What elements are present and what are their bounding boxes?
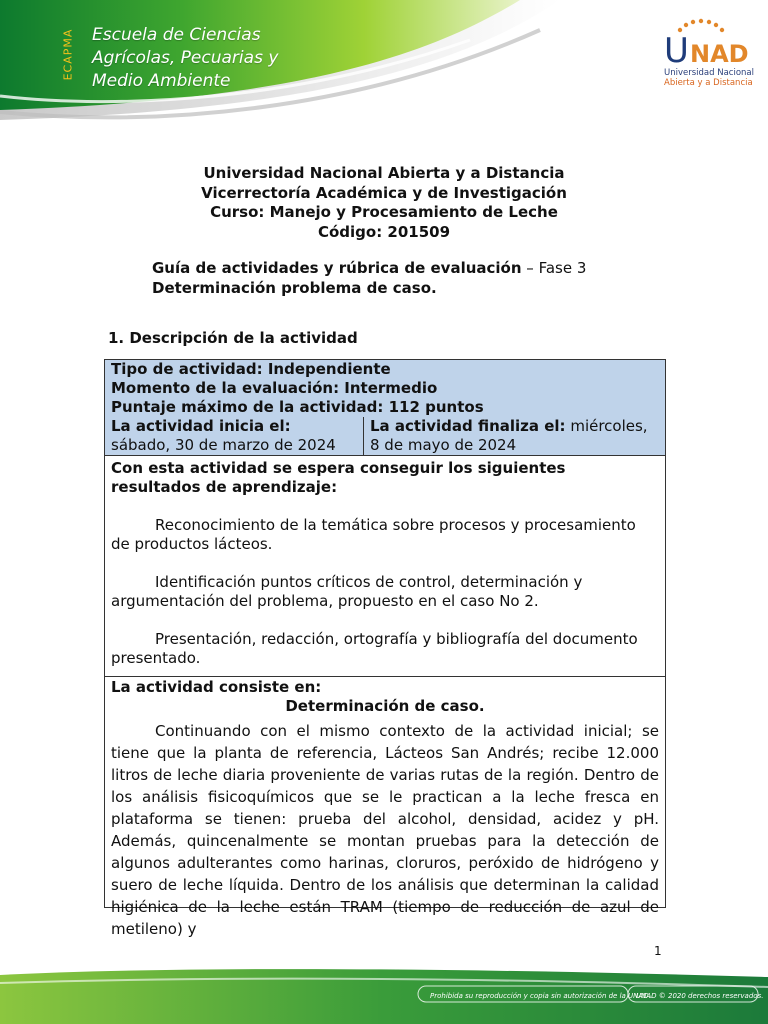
section-heading: 1. Descripción de la actividad bbox=[108, 329, 358, 347]
school-line-1: Escuela de Ciencias bbox=[92, 25, 261, 45]
page-number: 1 bbox=[654, 944, 662, 958]
consists-text: Continuando con el mismo contexto de la actividad inicial; se tiene que la planta de referencia, Lácteos San Andrés; recibe 12.000 litros de leche diaria proveniente de varias rutas de la región. Dentro de los análisis fisicoquímicos que se le practican a la leche fresca en plataforma se tienen: prueba del alcohol, densidad, acidez y pH. Además, quincenalmente se montan pruebas para la detección de algunos adulterantes como harinas, cloruros, peróxido de hidrógeno y suero de leche líquida. Dentro de los análisis que determinan la calidad higiénica de la leche están TRAM (tiempo de reducción de azul de metileno) y bbox=[111, 722, 659, 938]
end-cell bbox=[364, 417, 665, 455]
unad-line-1: Universidad Nacional bbox=[664, 68, 754, 78]
outcome-item: Presentación, redacción, ortografía y bibliografía del documento presentado. bbox=[111, 630, 638, 667]
title-vicerrectoria: Vicerrectoría Académica y de Investigación bbox=[201, 183, 567, 202]
unad-name bbox=[664, 68, 754, 88]
school-line-2: Agrícolas, Pecuarias y bbox=[92, 48, 279, 68]
evaluation-moment: Momento de la evaluación: Intermedio bbox=[111, 379, 438, 397]
max-score: Puntaje máximo de la actividad: 112 puntos bbox=[111, 398, 484, 416]
activity-type: Tipo de actividad: Independiente bbox=[111, 360, 391, 378]
ecapma-label bbox=[61, 24, 84, 90]
start-date: sábado, 30 de marzo de 2024 bbox=[111, 436, 336, 454]
dates-row bbox=[105, 417, 665, 455]
title-course: Curso: Manejo y Procesamiento de Leche bbox=[210, 203, 558, 221]
learning-outcomes bbox=[105, 455, 665, 676]
school-line-3: Medio Ambiente bbox=[92, 71, 231, 91]
guide-phase: – Fase 3 bbox=[521, 259, 587, 277]
guide-subtitle: Determinación problema de caso. bbox=[152, 279, 437, 297]
activity-table bbox=[104, 359, 666, 938]
ecapma-text: ECAPMA bbox=[61, 28, 75, 81]
outcomes-heading: Con esta actividad se espera conseguir los siguientes resultados de aprendizaje: bbox=[111, 459, 566, 496]
document-titles bbox=[0, 164, 768, 242]
outcome-item: Reconocimiento de la temática sobre procesos y procesamiento de productos lácteos. bbox=[111, 516, 636, 553]
unad-line-2: Abierta y a Distancia bbox=[664, 78, 753, 88]
title-university: Universidad Nacional Abierta y a Distancia bbox=[203, 164, 565, 182]
school-name bbox=[92, 24, 278, 93]
guide-title bbox=[152, 258, 586, 298]
end-date: 8 de mayo de 2024 bbox=[370, 436, 517, 454]
end-label: La actividad finaliza el: bbox=[370, 417, 566, 435]
consists-title: Determinación de caso. bbox=[285, 697, 485, 715]
footer-copyright: UNAD © 2020 derechos reservados. bbox=[636, 992, 764, 1000]
outcome-item: Identificación puntos críticos de control, determinación y argumentación del problema, propuesto en el caso No 2. bbox=[111, 573, 583, 610]
logo-nad-glyph: NAD bbox=[690, 40, 749, 68]
activity-consists bbox=[105, 676, 665, 938]
table-header bbox=[105, 360, 665, 455]
start-label: La actividad inicia el: bbox=[111, 417, 291, 435]
footer-notice: Prohibida su reproducción y copia sin autorización de la UNAD. bbox=[430, 992, 651, 1000]
end-day: miércoles, bbox=[565, 417, 648, 435]
consists-label: La actividad consiste en: bbox=[111, 678, 322, 696]
logo-u-glyph: U bbox=[664, 31, 689, 71]
guide-title-bold: Guía de actividades y rúbrica de evaluación bbox=[152, 259, 522, 277]
start-cell bbox=[105, 417, 364, 455]
title-code: Código: 201509 bbox=[317, 222, 451, 241]
